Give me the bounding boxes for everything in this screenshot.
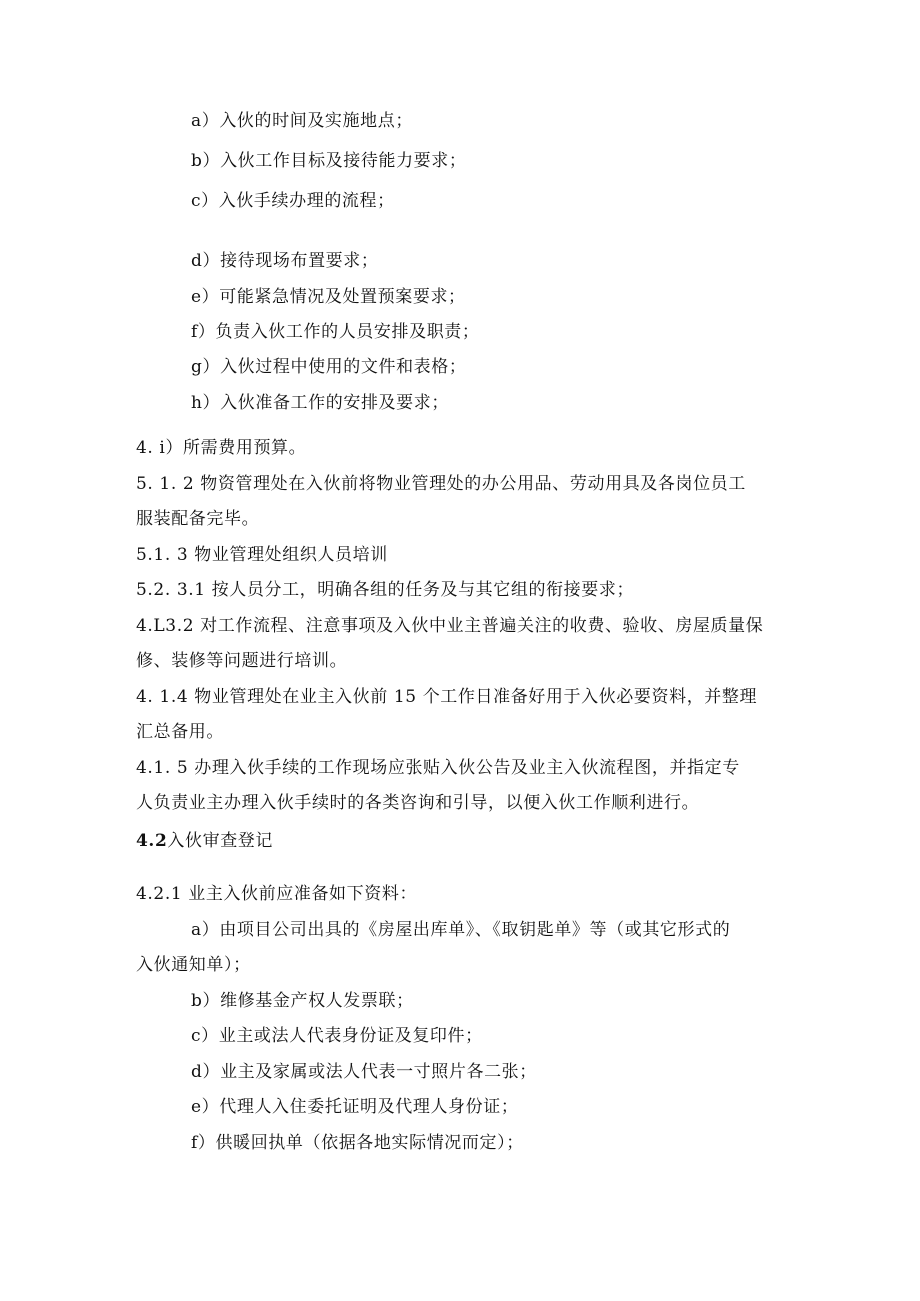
material-item-f: f）供暖回执单（依据各地实际情况而定）； bbox=[191, 1133, 524, 1153]
paragraph-notice-line1: 4.1. 5 办理入伙手续的工作现场应张贴入伙公告及业主入伙流程图，并指定专 bbox=[136, 758, 740, 778]
material-item-e: e）代理人入住委托证明及代理人身份证； bbox=[191, 1097, 519, 1117]
list-item-b: b）入伙工作目标及接待能力要求； bbox=[191, 151, 467, 171]
section-heading-4-2 bbox=[136, 829, 273, 853]
list-item-a: a）入伙的时间及实施地点； bbox=[191, 111, 413, 131]
list-item-f: f）负责入伙工作的人员安排及职责； bbox=[191, 322, 480, 342]
paragraph-training: 5.1. 3 物业管理处组织人员培训 bbox=[136, 545, 388, 565]
paragraph-notice-line2: 人负责业主办理入伙手续时的各类咨询和引导，以便入伙工作顺利进行。 bbox=[136, 793, 700, 813]
material-item-d: d）业主及家属或法人代表一寸照片各二张； bbox=[191, 1062, 537, 1082]
paragraph-division: 5.2. 3.1 按人员分工，明确各组的任务及与其它组的衔接要求； bbox=[136, 580, 635, 600]
paragraph-workflow-line1: 4.L3.2 对工作流程、注意事项及入伙中业主普遍关注的收费、验收、房屋质量保 bbox=[136, 616, 764, 636]
material-item-a-line2: 入伙通知单）； bbox=[136, 955, 251, 975]
material-item-c: c）业主或法人代表身份证及复印件； bbox=[191, 1026, 483, 1046]
list-item-c: c）入伙手续办理的流程； bbox=[191, 191, 395, 211]
list-item-h: h）入伙准备工作的安排及要求； bbox=[191, 393, 449, 413]
section-title: 入伙审查登记 bbox=[167, 831, 273, 851]
paragraph-documents-line1: 4. 1.4 物业管理处在业主入伙前 15 个工作日准备好用于入伙必要资料，并整理 bbox=[136, 687, 758, 707]
paragraph-budget: 4. i）所需费用预算。 bbox=[136, 438, 307, 458]
paragraph-materials-line2: 服装配备完毕。 bbox=[136, 509, 260, 529]
list-item-g: g）入伙过程中使用的文件和表格； bbox=[191, 357, 467, 377]
list-item-e: e）可能紧急情况及处置预案要求； bbox=[191, 287, 466, 307]
subsection-4-2-1: 4.2.1 业主入伙前应准备如下资料： bbox=[136, 884, 418, 904]
material-item-b: b）维修基金产权人发票联； bbox=[191, 991, 414, 1011]
paragraph-documents-line2: 汇总备用。 bbox=[136, 722, 224, 742]
paragraph-materials-line1: 5. 1. 2 物资管理处在入伙前将物业管理处的办公用品、劳动用具及各岗位员工 bbox=[136, 474, 746, 494]
material-item-a-line1: a）由项目公司出具的《房屋出库单》、《取钥匙单》等（或其它形式的 bbox=[191, 920, 731, 940]
list-item-d: d）接待现场布置要求； bbox=[191, 251, 379, 271]
paragraph-workflow-line2: 修、装修等问题进行培训。 bbox=[136, 651, 348, 671]
section-number: 4.2 bbox=[136, 831, 168, 851]
